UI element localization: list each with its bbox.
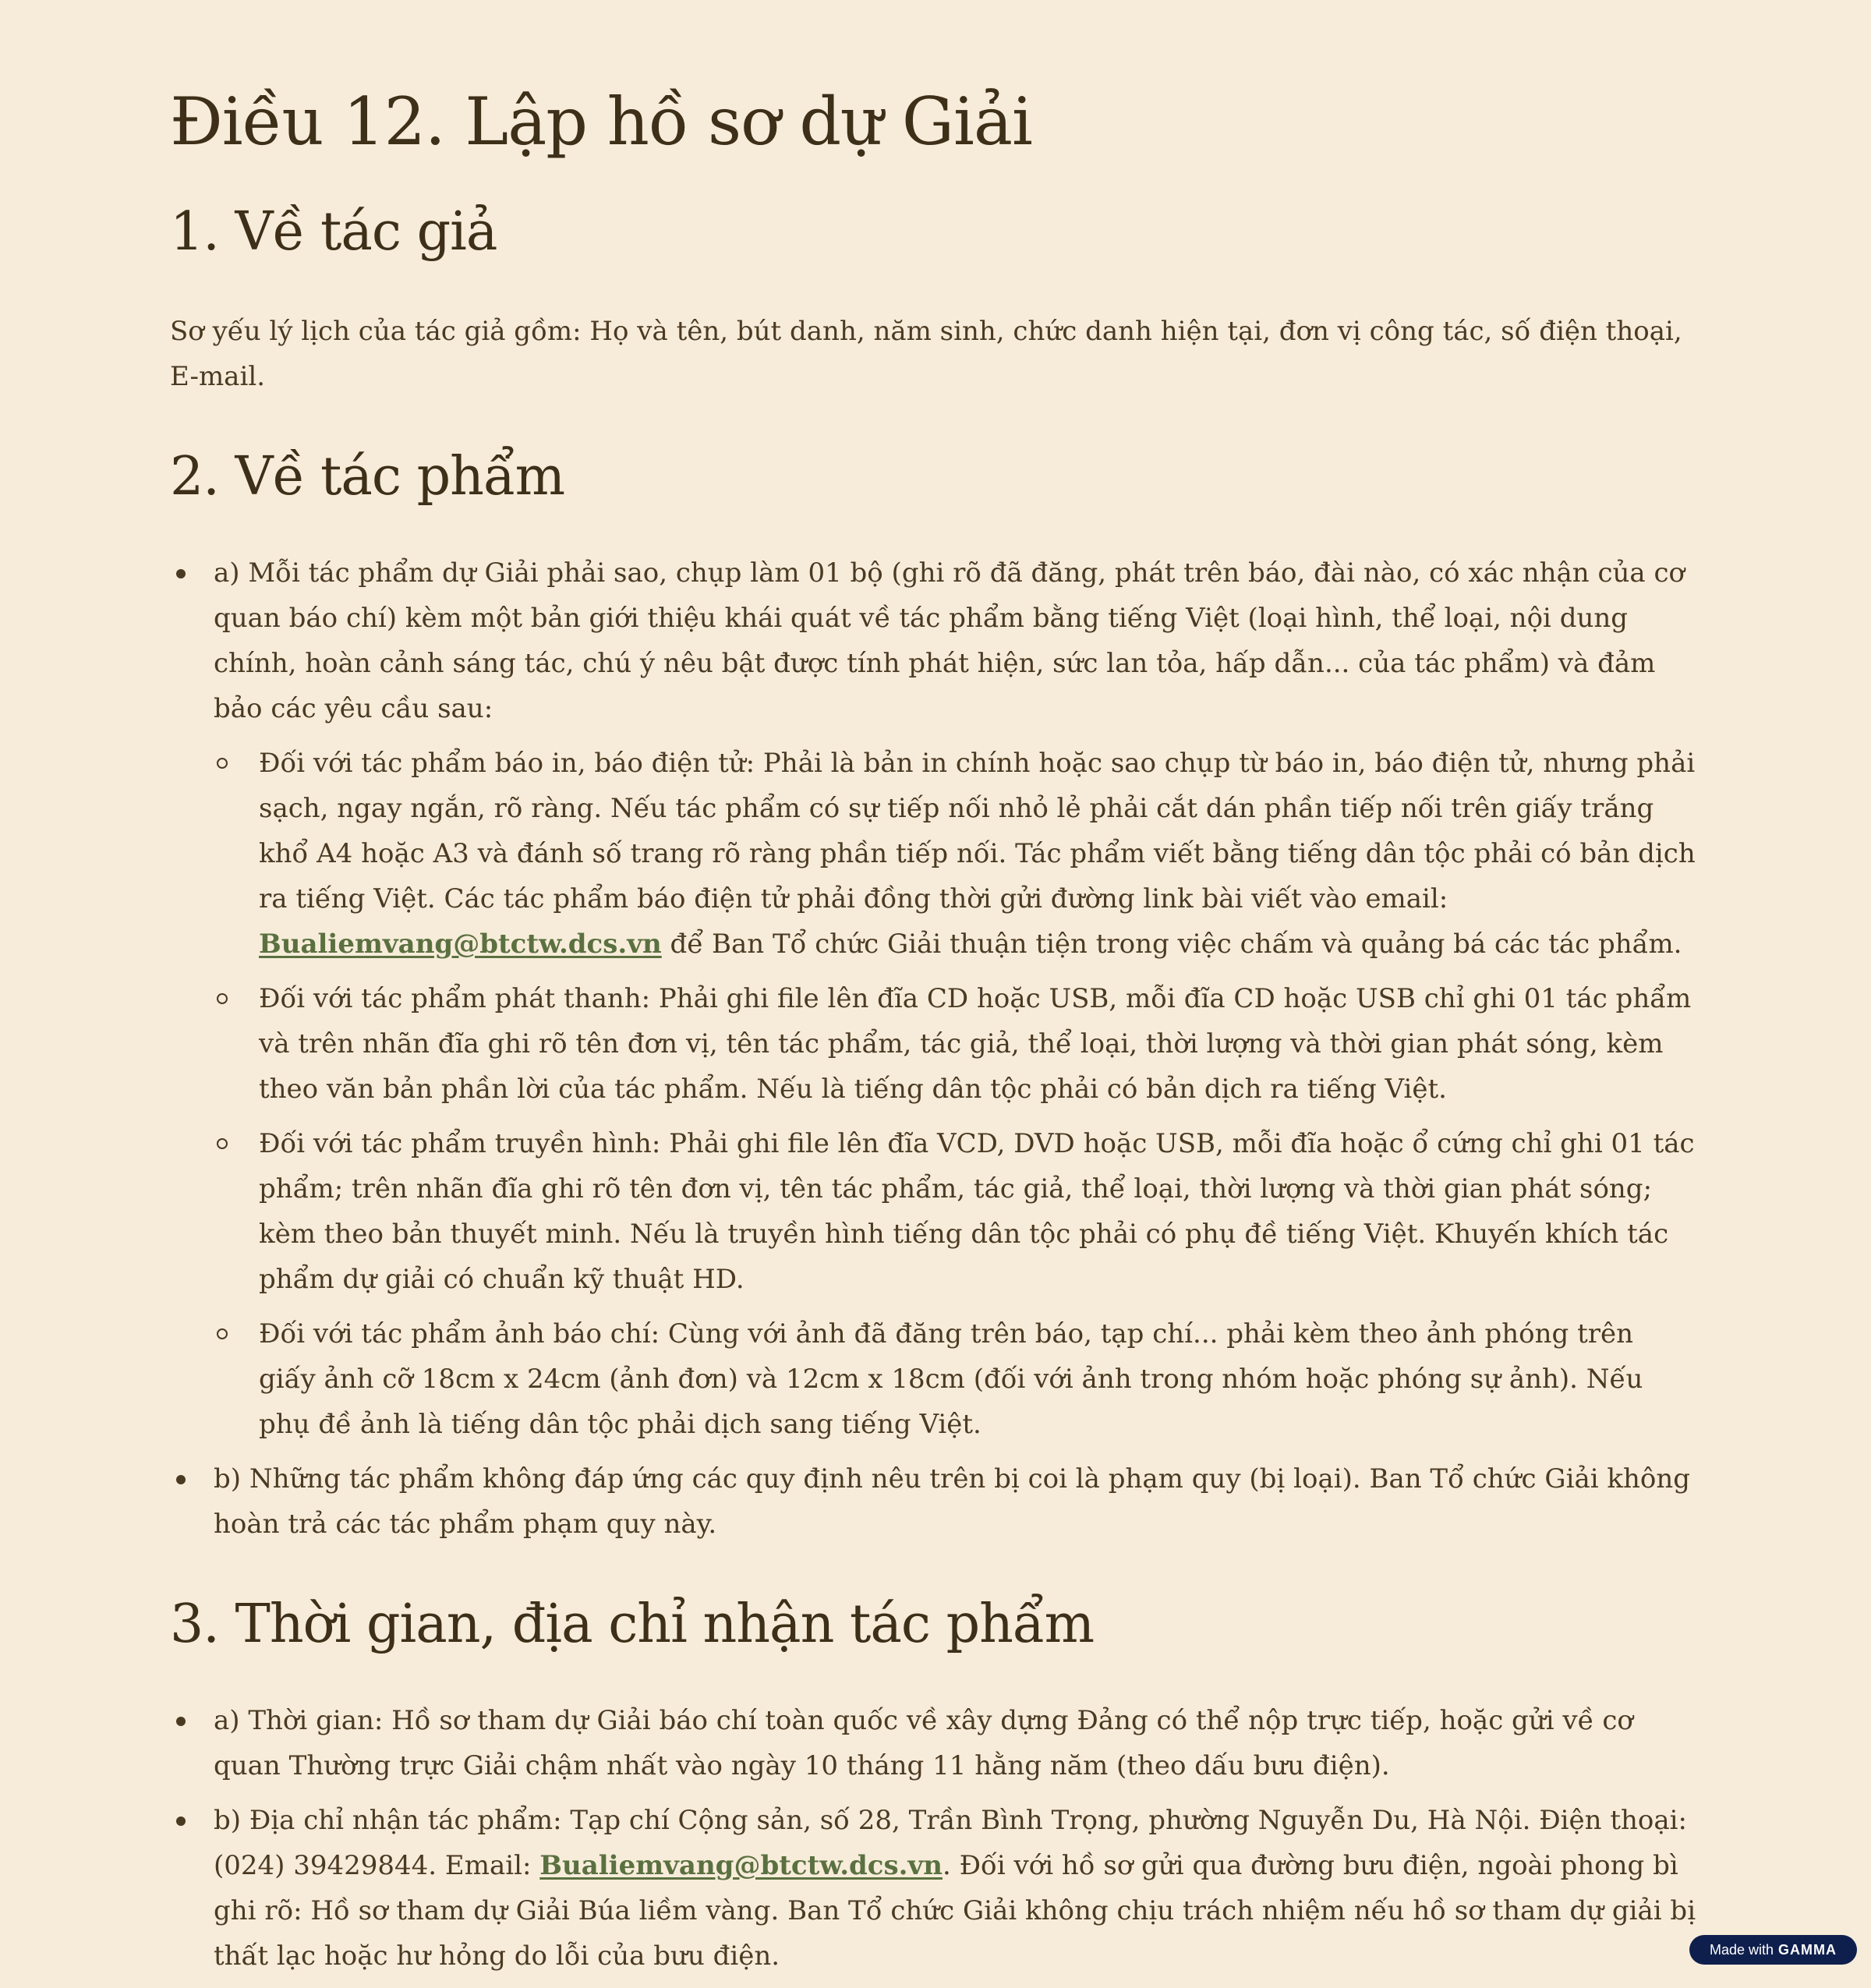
time-item-text: a) Thời gian: Hồ sơ tham dự Giải báo chí toàn quốc về xây dựng Đảng có thể nộp trực tiếp, hoặc gửi về cơ quan Thường trực Giải chậm nhất vào ngày 10 tháng 11 hằng năm (theo dấu bưu điện).	[214, 1705, 1633, 1781]
section-heading-author: 1. Về tác giả	[170, 201, 497, 263]
list-item	[170, 1798, 1698, 1979]
email-link[interactable]: Bualiemvang@btctw.dcs.vn	[259, 929, 662, 960]
address-item-text: b) Địa chỉ nhận tác phẩm: Tạp chí Cộng sản, số 28, Trần Bình Trọng, phường Nguyễn Du, Hà Nội. Điện thoại: (024) 39429844. Email:	[214, 1805, 1688, 1881]
work-item-a-text: a) Mỗi tác phẩm dự Giải phải sao, chụp làm 01 bộ (ghi rõ đã đăng, phát trên báo, đài nào, có xác nhận của cơ quan báo chí) kèm một bản giới thiệu khái quát về tác phẩm bằng tiếng Việt (loại hình, thể loại, nội dung chính, hoàn cảnh sáng tác, chú ý nêu bật được tính phát hiện, sức lan tỏa, hấp dẫn... của tác phẩm) và đảm bảo các yêu cầu sau:	[214, 557, 1685, 724]
bullet-icon	[176, 1717, 186, 1726]
badge-prefix: Made with	[1709, 1942, 1774, 1958]
made-with-gamma-badge[interactable]	[1689, 1935, 1857, 1965]
tv-work-text: Đối với tác phẩm truyền hình: Phải ghi file lên đĩa VCD, DVD hoặc USB, mỗi đĩa hoặc ổ cứng chỉ ghi 01 tác phẩm; trên nhãn đĩa ghi rõ tên đơn vị, tên tác phẩm, tác giả, thể loại, thời lượng và thời gian phát sóng; kèm theo bản thuyết minh. Nếu là truyền hình tiếng dân tộc phải có phụ đề tiếng Việt. Khuyến khích tác phẩm dự giải có chuẩn kỹ thuật HD.	[259, 1128, 1695, 1295]
list-item	[170, 1698, 1698, 1788]
work-list	[170, 550, 1698, 1547]
work-sublist	[214, 741, 1698, 1447]
email-link[interactable]: Bualiemvang@btctw.dcs.vn	[539, 1850, 943, 1881]
print-work-text: Đối với tác phẩm báo in, báo điện tử: Phải là bản in chính hoặc sao chụp từ báo in, báo điện tử, nhưng phải sạch, ngay ngắn, rõ ràng. Nếu tác phẩm có sự tiếp nối nhỏ lẻ phải cắt dán phần tiếp nối trên giấy trắng khổ A4 hoặc A3 và đánh số trang rõ ràng phần tiếp nối. Tác phẩm viết bằng tiếng dân tộc phải có bản dịch ra tiếng Việt. Các tác phẩm báo điện tử phải đồng thời gửi đường link bài viết vào email:	[259, 748, 1696, 914]
address-item-text-end: . Đối với hồ sơ gửi qua đường bưu điện, ngoài phong bì ghi rõ: Hồ sơ tham dự Giải Búa liềm vàng. Ban Tổ chức Giải không chịu trách nhiệm nếu hồ sơ tham dự giải bị thất lạc hoặc hư hỏng do lỗi của bưu điện.	[214, 1850, 1696, 1972]
section-heading-time-address: 3. Thời gian, địa chỉ nhận tác phẩm	[170, 1594, 1095, 1655]
document-content	[170, 70, 1698, 1988]
bullet-icon	[176, 1816, 186, 1826]
list-item	[170, 1456, 1698, 1547]
print-work-text-end: để Ban Tổ chức Giải thuận tiện trong việc chấm và quảng bá các tác phẩm.	[661, 929, 1682, 960]
sublist-item	[214, 1121, 1698, 1302]
circle-bullet-icon	[217, 993, 228, 1004]
bullet-icon	[176, 1475, 186, 1484]
list-item	[170, 550, 1698, 1447]
sublist-item	[214, 1311, 1698, 1447]
photo-work-text: Đối với tác phẩm ảnh báo chí: Cùng với ảnh đã đăng trên báo, tạp chí... phải kèm theo ảnh phóng trên giấy ảnh cỡ 18cm x 24cm (ảnh đơn) và 12cm x 18cm (đối với ảnh trong nhóm hoặc phóng sự ảnh). Nếu phụ đề ảnh là tiếng dân tộc phải dịch sang tiếng Việt.	[259, 1318, 1643, 1440]
gamma-logo: GAMMA	[1778, 1942, 1837, 1958]
circle-bullet-icon	[217, 1328, 228, 1339]
circle-bullet-icon	[217, 758, 228, 769]
sublist-item	[214, 741, 1698, 967]
radio-work-text: Đối với tác phẩm phát thanh: Phải ghi file lên đĩa CD hoặc USB, mỗi đĩa CD hoặc USB chỉ ghi 01 tác phẩm và trên nhãn đĩa ghi rõ tên đơn vị, tên tác phẩm, tác giả, thể loại, thời lượng và thời gian phát sóng, kèm theo văn bản phần lời của tác phẩm. Nếu là tiếng dân tộc phải có bản dịch ra tiếng Việt.	[259, 983, 1692, 1105]
sublist-item	[214, 976, 1698, 1112]
time-address-list	[170, 1698, 1698, 1979]
work-item-b-text: b) Những tác phẩm không đáp ứng các quy định nêu trên bị coi là phạm quy (bị loại). Ban Tổ chức Giải không hoàn trả các tác phẩm phạm quy này.	[214, 1463, 1691, 1540]
section-heading-work: 2. Về tác phẩm	[170, 446, 565, 508]
bullet-icon	[176, 569, 186, 578]
page-title: Điều 12. Lập hồ sơ dự Giải	[170, 83, 1032, 160]
circle-bullet-icon	[217, 1138, 228, 1149]
author-paragraph: Sơ yếu lý lịch của tác giả gồm: Họ và tên, bút danh, năm sinh, chức danh hiện tại, đơn vị công tác, số điện thoại, E-mail.	[170, 316, 1682, 392]
